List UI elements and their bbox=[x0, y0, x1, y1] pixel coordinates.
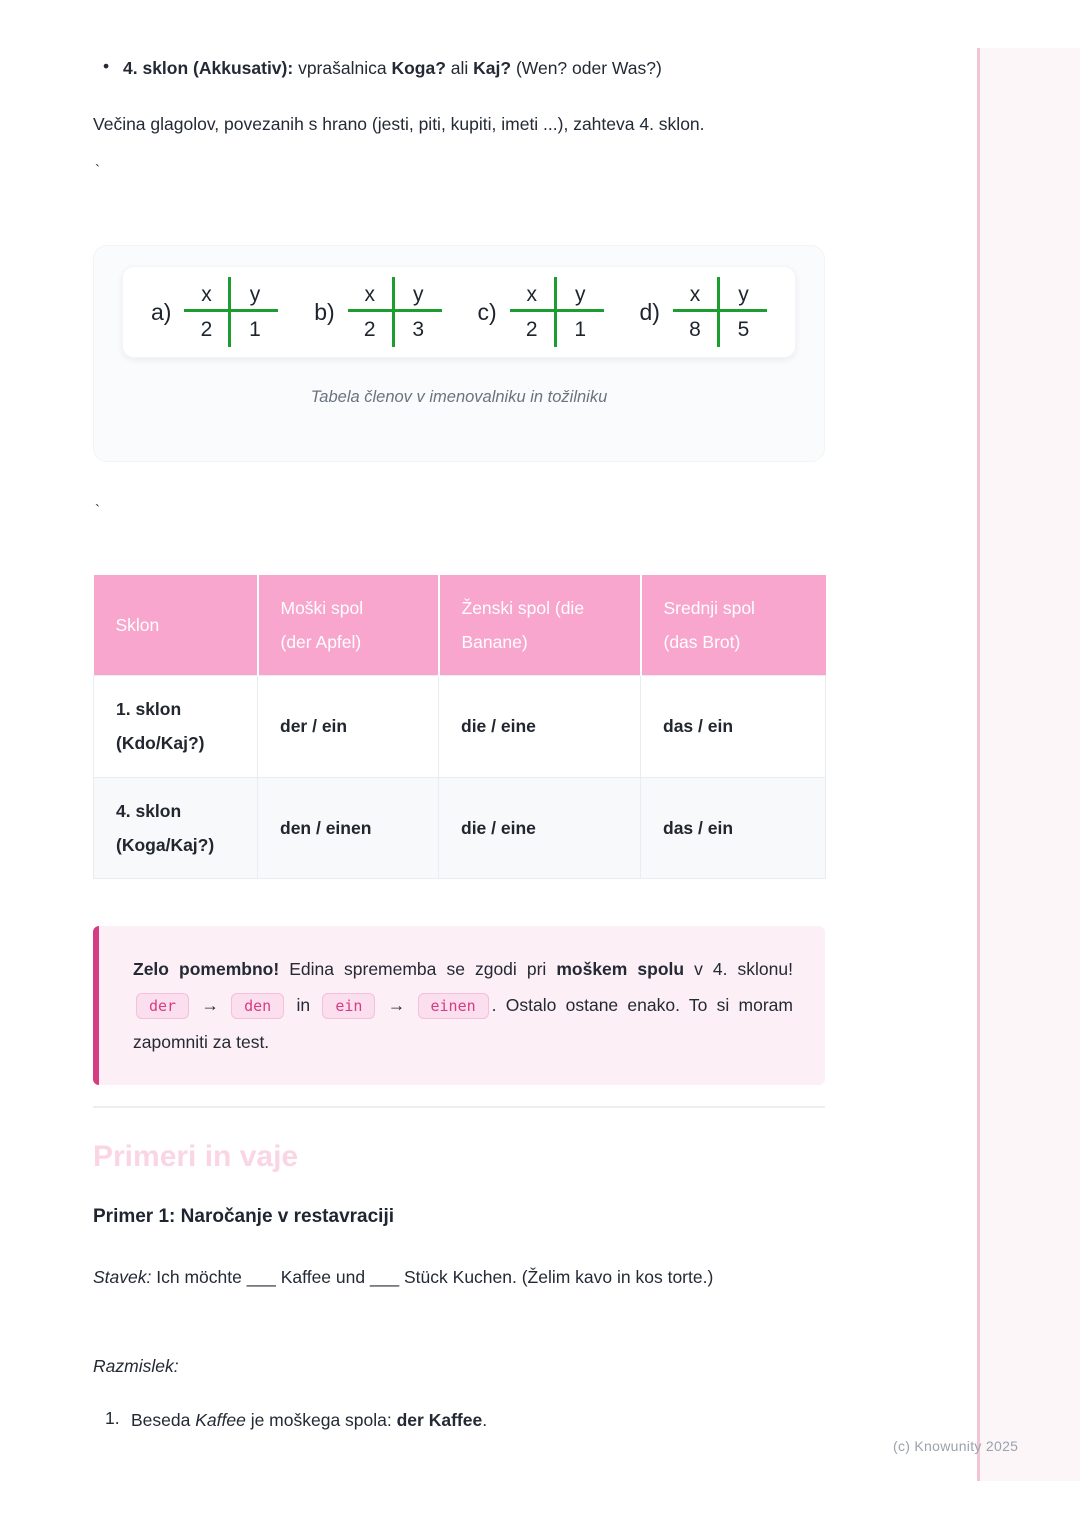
value-cell: das / ein bbox=[641, 676, 826, 777]
cross-tables-figure bbox=[122, 266, 796, 358]
cross-a-top-left: x bbox=[184, 277, 231, 312]
case-cell: 1. sklon (Kdo/Kaj?) bbox=[94, 676, 258, 777]
value-cell: der / ein bbox=[258, 676, 439, 777]
list-item-text: Beseda Kaffee je moškega spola: der Kaffee. bbox=[131, 1410, 488, 1430]
figure-card bbox=[93, 245, 825, 462]
value-cell: den / einen bbox=[258, 777, 439, 878]
cross-diagram-a bbox=[151, 277, 278, 347]
inline-code-der: der bbox=[136, 993, 189, 1019]
inline-code-einen: einen bbox=[418, 993, 489, 1019]
figure-caption: Tabela členov v imenovalniku in tožilniku bbox=[310, 388, 608, 406]
declension-table bbox=[93, 575, 826, 879]
cross-c-bottom-right: 1 bbox=[574, 318, 587, 341]
stray-backtick-1: ` bbox=[95, 162, 100, 179]
cross-c-top-right: y bbox=[557, 277, 604, 312]
cross-a-top-right: y bbox=[231, 277, 278, 312]
table-row-nominative bbox=[94, 676, 826, 777]
cross-d-bottom-right: 5 bbox=[737, 318, 750, 341]
list-number: 1. bbox=[105, 1408, 120, 1428]
arrow-right-icon: → bbox=[192, 995, 229, 1015]
example1-title: Primer 1: Naročanje v restavraciji bbox=[93, 1206, 395, 1227]
side-decoration-panel bbox=[977, 48, 1080, 1481]
bullet-item-akkusativ bbox=[93, 56, 825, 81]
cross-b-bottom-right: 3 bbox=[412, 318, 425, 341]
cross-grid-c bbox=[510, 277, 604, 347]
header-cell-neuter: Srednji spol (das Brot) bbox=[641, 575, 826, 676]
bullet-text: 4. sklon (Akkusativ): vprašalnica Koga? ali Kaj? (Wen? oder Was?) bbox=[123, 58, 662, 78]
table-row-accusative bbox=[94, 777, 826, 878]
cross-a-bottom-right: 1 bbox=[249, 318, 261, 341]
inline-code-den: den bbox=[231, 993, 284, 1019]
cross-b-top-left: x bbox=[348, 277, 395, 312]
header-cell-sklon: Sklon bbox=[94, 575, 258, 676]
header-cell-feminine: Ženski spol (die Banane) bbox=[439, 575, 641, 676]
cross-d-bottom-left: 8 bbox=[673, 312, 720, 347]
cross-c-bottom-left: 2 bbox=[510, 312, 557, 347]
cross-diagram-c bbox=[478, 277, 604, 347]
cross-b-bottom-left: 2 bbox=[348, 312, 395, 347]
cross-label-c: c) bbox=[477, 298, 497, 325]
cross-d-top-left: x bbox=[673, 277, 720, 312]
important-note-callout: Zelo pomembno! Edina sprememba se zgodi pri moškem spolu v 4. sklonu! der → den in ein → einen . Ostalo ostane enako. To si moram zapomniti za test. bbox=[93, 926, 825, 1085]
table-header-row bbox=[94, 575, 826, 676]
cross-grid-d bbox=[673, 277, 767, 347]
intro-paragraph: Večina glagolov, povezanih s hrano (jesti, piti, kupiti, imeti ...), zahteva 4. sklon. bbox=[93, 114, 705, 134]
cross-grid-b bbox=[348, 277, 442, 347]
inline-code-ein: ein bbox=[322, 993, 375, 1019]
cross-diagram-d bbox=[640, 277, 767, 347]
cross-label-a: a) bbox=[151, 298, 172, 325]
case-cell: 4. sklon (Koga/Kaj?) bbox=[94, 777, 258, 878]
cross-b-top-right: y bbox=[395, 277, 442, 312]
cross-c-top-left: x bbox=[510, 277, 557, 312]
bullet-marker: • bbox=[103, 56, 110, 76]
cross-d-top-right: y bbox=[720, 277, 767, 312]
cross-label-d: d) bbox=[639, 298, 660, 325]
arrow-right-icon: → bbox=[378, 995, 415, 1015]
sentence-label: Stavek: bbox=[93, 1267, 152, 1287]
section-divider bbox=[93, 1106, 825, 1108]
cross-label-b: b) bbox=[314, 298, 335, 325]
reflection-label: Razmislek: bbox=[93, 1356, 179, 1376]
cross-grid-a bbox=[184, 277, 278, 347]
cross-diagram-b bbox=[314, 277, 441, 347]
cross-a-bottom-left: 2 bbox=[184, 312, 231, 347]
value-cell: das / ein bbox=[641, 777, 826, 878]
stray-backtick-2: ` bbox=[95, 502, 100, 519]
sentence-paragraph: Stavek: Ich möchte ___ Kaffee und ___ Stück Kuchen. (Želim kavo in kos torte.) bbox=[93, 1267, 714, 1287]
value-cell: die / eine bbox=[439, 777, 641, 878]
section-heading-primeri: Primeri in vaje bbox=[93, 1140, 299, 1173]
copyright-footer: (c) Knowunity 2025 bbox=[893, 1438, 1019, 1454]
ordered-list-item-1 bbox=[93, 1408, 825, 1433]
value-cell: die / eine bbox=[439, 676, 641, 777]
header-cell-masculine: Moški spol (der Apfel) bbox=[258, 575, 439, 676]
